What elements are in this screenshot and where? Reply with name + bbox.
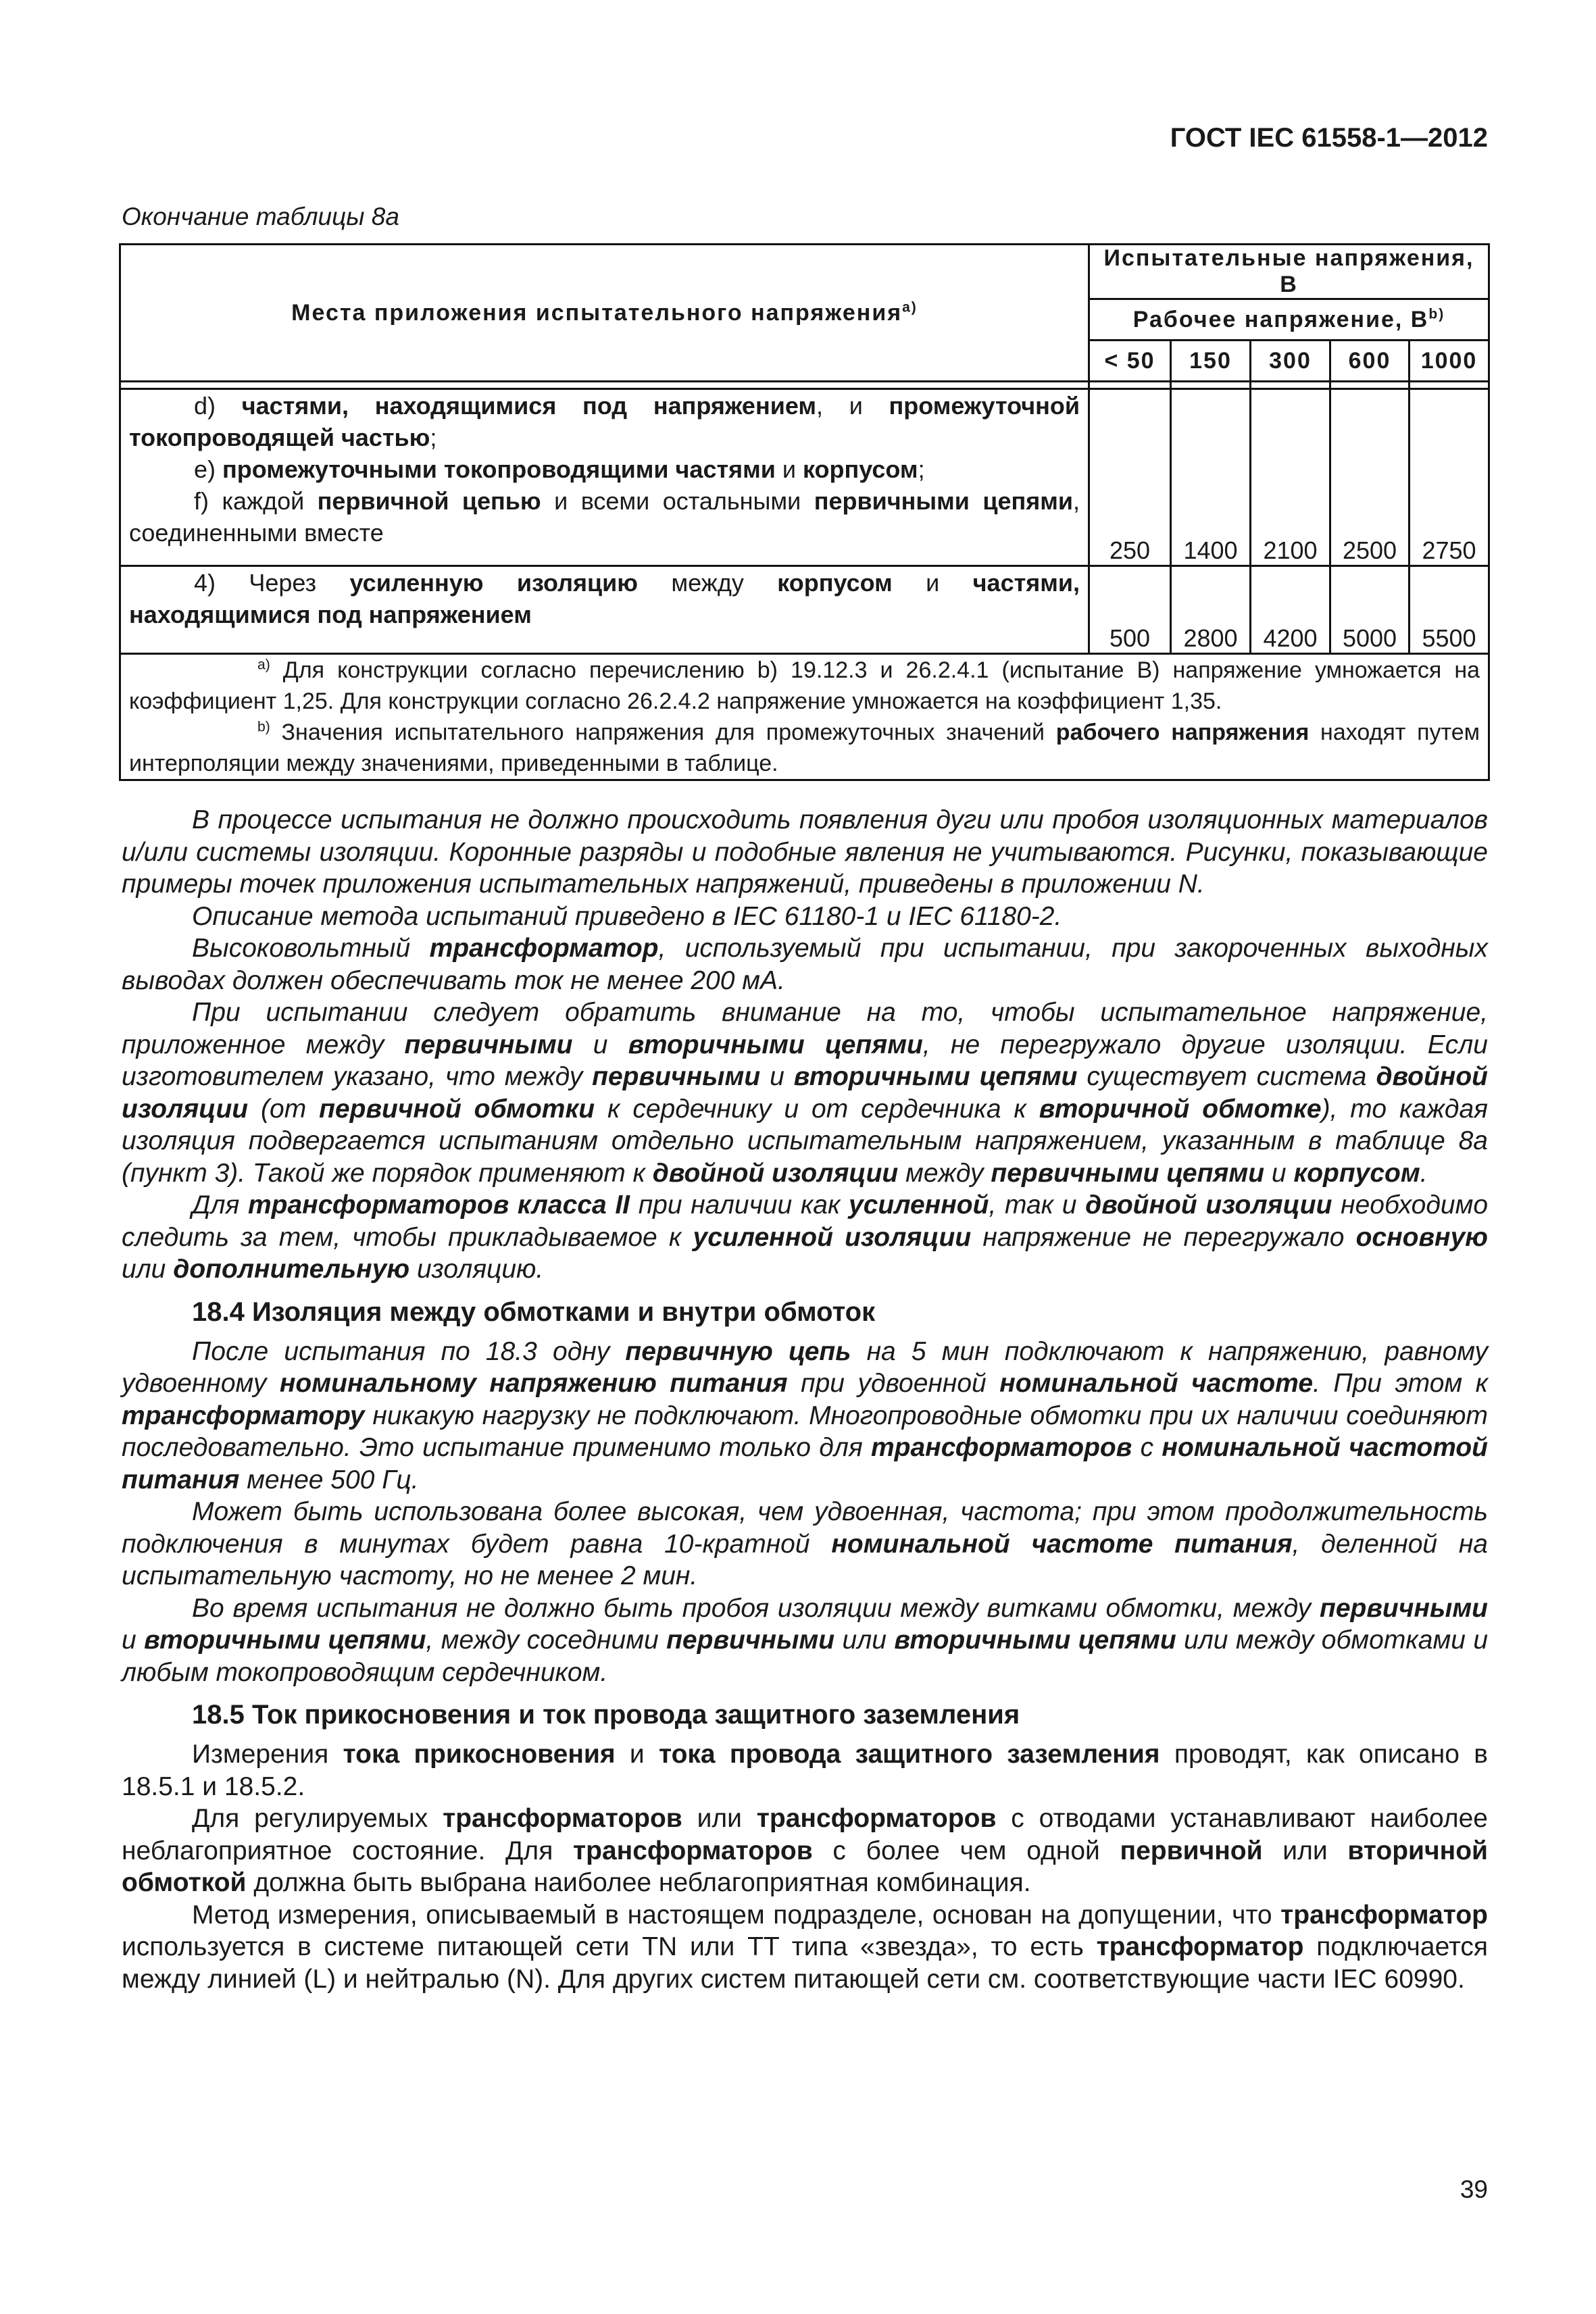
paragraph: Описание метода испытаний приведено в IEC 61180-1 и IEC 61180-2.	[192, 901, 1062, 931]
table-caption: Окончание таблицы 8а	[122, 203, 399, 230]
footnote-a: $^{а)}$ Для конструкции согласно перечислению b) 19.12.3 и 26.2.4.1 (испытание В) напряжение умножается на коэффициент 1,25. Для конструкции согласно 26.2.4.2 напряжение умножается на коэффициент 1,35.	[129, 657, 1480, 714]
paragraph: В процессе испытания не должно происходить появления дуги или пробоя изоляционных материалов и/или системы изоляции. Коронные разряды и подобные явления не учитываются. Рисунки, показывающие примеры точек приложения испытательных напряжений, приведены в приложении N.	[122, 805, 1488, 899]
col-voltage-1000: 1000	[1410, 341, 1489, 382]
paragraph: Для регулируемых трансформаторов или трансформаторов с отводами устанавливают наиболее неблагоприятное состояние. Для трансформаторов с более чем одной первичной или вторичной обмоткой должна быть выбрана наиболее неблагоприятная комбинация.	[122, 1804, 1489, 1897]
section-heading-18-4: 18.4 Изоляция между обмотками и внутри обмоток	[192, 1297, 876, 1327]
body-text	[122, 804, 1488, 1995]
footnote-ref-b: b)	[1428, 306, 1445, 322]
col-header-place-text: Места приложения испытательного напряжения	[291, 299, 903, 326]
col-voltage-600: 600	[1330, 341, 1410, 382]
col-voltage-300: 300	[1251, 341, 1330, 382]
paragraph: Может быть использована более высокая, чем удвоенная, частота; при этом продолжительность подключения в минутах будет равна 10-кратной номинальной частоте питания, деленной на испытательную частоту, но не менее 2 мин.	[122, 1497, 1488, 1590]
footnote-ref-a: а)	[902, 299, 918, 316]
row1-item-d: d) частями, находящимися под напряжением, и промежуточной токопроводящей частью;	[129, 392, 1080, 451]
row1-value-300: 2100	[1251, 389, 1330, 566]
row2-value-300: 4200	[1251, 566, 1330, 654]
document-code: ГОСТ IEC 61558-1—2012	[1170, 123, 1488, 153]
row1-value-1000: 2750	[1410, 389, 1489, 566]
col-voltage-lt50: < 50	[1089, 341, 1171, 382]
row1-value-150: 1400	[1171, 389, 1251, 566]
table-row	[120, 566, 1489, 654]
footnotes-cell	[120, 654, 1489, 780]
row1-item-f: f) каждой первичной цепью и всеми остальными первичными цепями, соединенными вместе	[129, 487, 1080, 547]
row1-value-600: 2500	[1330, 389, 1410, 566]
footnote-b: $^{b)}$ Значения испытательного напряжения для промежуточных значений рабочего напряжения находят путем интерполяции между значениями, приведенными в таблице.	[129, 719, 1480, 776]
row1-description	[120, 389, 1089, 566]
paragraph: Метод измерения, описываемый в настоящем подразделе, основан на допущении, что трансформатор используется в системе питающей сети TN или TT типа «звезда», то есть трансформатор подключается между линией (L) и нейтралью (N). Для других систем питающей сети см. соответствующие части IEC 60990.	[122, 1900, 1489, 1994]
row2-value-lt50: 500	[1089, 566, 1171, 654]
col-voltage-150: 150	[1171, 341, 1251, 382]
col-header-working-voltage	[1089, 299, 1489, 341]
table-row	[120, 389, 1489, 566]
test-voltage-table	[119, 243, 1490, 781]
paragraph: Во время испытания не должно быть пробоя изоляции между витками обмотки, между первичными и вторичными цепями, между соседними первичными или вторичными цепями или между обмотками и любым токопроводящим сердечником.	[122, 1593, 1489, 1687]
section-heading-18-5: 18.5 Ток прикосновения и ток провода защитного заземления	[192, 1700, 1020, 1730]
row2-value-600: 5000	[1330, 566, 1410, 654]
row2-value-150: 2800	[1171, 566, 1251, 654]
row1-value-lt50: 250	[1089, 389, 1171, 566]
paragraph: При испытании следует обратить внимание на то, чтобы испытательное напряжение, приложенное между первичными и вторичными цепями, не перегружало другие изоляции. Если изготовителем указано, что между первичными и вторичными цепями существует система двойной изоляции (от первичной обмотки к сердечнику и от сердечника к вторичной обмотке), то каждая изоляция подвергается испытаниям отдельно испытательным напряжением, указанным в таблице 8а (пункт 3). Такой же порядок применяют к двойной изоляции между первичными цепями и корпусом.	[122, 998, 1488, 1188]
row2-value-1000: 5500	[1410, 566, 1489, 654]
page-number: 39	[1460, 2175, 1488, 2203]
table-header-gap	[120, 382, 1489, 389]
paragraph: Измерения тока прикосновения и тока провода защитного заземления проводят, как описано в 18.5.1 и 18.5.2.	[122, 1740, 1488, 1801]
paragraph: Для трансформаторов класса II при наличии как усиленной, так и двойной изоляции необходимо следить за тем, чтобы прикладываемое к усиленной изоляции напряжение не перегружало основную или дополнительную изоляцию.	[122, 1190, 1489, 1284]
row1-item-e: е) промежуточными токопроводящими частями и корпусом;	[194, 455, 925, 483]
paragraph: После испытания по 18.3 одну первичную цепь на 5 мин подключают к напряжению, равному удвоенному номинальному напряжению питания при удвоенной номинальной частоте. При этом к трансформатору никакую нагрузку не подключают. Многопроводные обмотки при их наличии соединяют последовательно. Это испытание применимо только для трансформаторов с номинальной частотой питания менее 500 Гц.	[122, 1336, 1489, 1494]
table-footnotes	[120, 654, 1489, 780]
row2-description	[120, 566, 1089, 654]
col-header-place	[120, 245, 1089, 382]
table-header-row-1	[120, 245, 1489, 299]
col-header-test-voltages: Испытательные напряжения, В	[1089, 245, 1489, 299]
col-header-working-voltage-text: Рабочее напряжение, В	[1132, 306, 1429, 332]
paragraph: Высоковольтный трансформатор, используемый при испытании, при закороченных выходных выводах должен обеспечивать ток не менее 200 мА.	[122, 934, 1488, 995]
row2-item-4: 4) Через усиленную изоляцию между корпусом и частями, находящимися под напряжением	[129, 569, 1080, 628]
